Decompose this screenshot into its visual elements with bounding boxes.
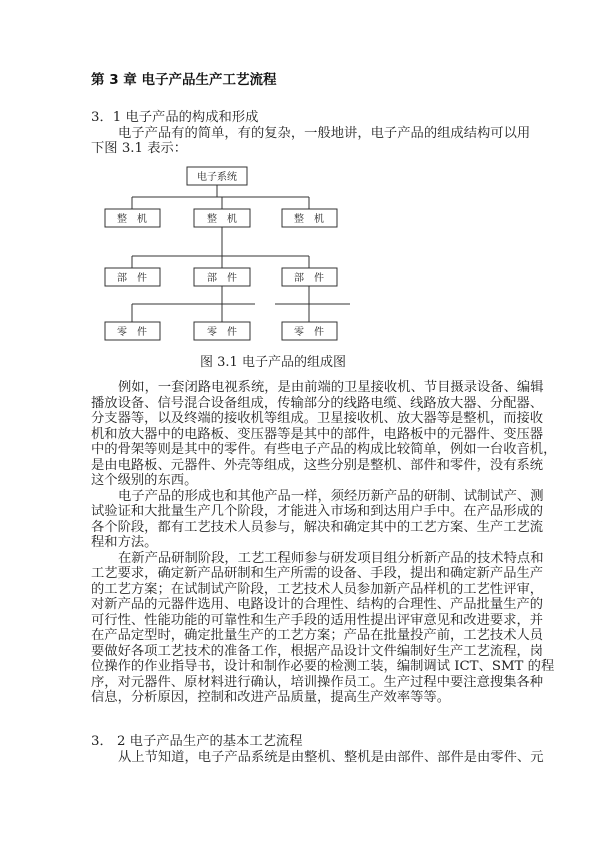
text-line: 各个阶段，都有工艺技术人员参与，解决和确定其中的工艺方案、生产工艺流 bbox=[91, 519, 544, 535]
text-line: 对新产品的元器件选用、电路设计的合理性、结构的合理性、产品批量生产的 bbox=[91, 597, 544, 612]
text-line: 的工艺方案；在试制试产阶段，工艺技术人员参加新产品样机的工艺性评审， bbox=[91, 581, 544, 597]
text-line: 机和放大器中的电路板、变压器等是其中的部件，电路板中的元器件、变压器 bbox=[91, 426, 544, 442]
figure-caption: 图 3.1 电子产品的组成图 bbox=[200, 355, 346, 370]
text-line: 是由电路板、元器件、外壳等组成，这些分别是整机、部件和零件，没有系统 bbox=[91, 457, 544, 473]
text-line: 在新产品研制阶段，工艺工程师参与研发项目组分析新产品的技术特点和 bbox=[118, 550, 544, 566]
text-line: 电子产品有的简单，有的复杂，一般地讲，电子产品的组成结构可以用 bbox=[118, 125, 531, 141]
chapter-title: 第 3 章 电子产品生产工艺流程 bbox=[91, 72, 277, 88]
node-electronic-system: 电子系统 bbox=[197, 172, 237, 183]
node-component: 部 件 bbox=[207, 273, 237, 284]
node-part: 零 件 bbox=[207, 327, 237, 338]
text-line: 信息，分析原因，控制和改进产品质量，提高生产效率等等。 bbox=[91, 690, 451, 705]
text-line: 序，对元器件、原材料进行确认，培训操作员工。生产过程中要注意搜集各种 bbox=[91, 674, 544, 690]
composition-diagram bbox=[0, 0, 600, 345]
text-line: 这个级别的东西。 bbox=[91, 473, 198, 488]
text-line: 位操作的作业指导书，设计和制作必要的检测工装，编制调试 ICT、SMT 的程 bbox=[91, 659, 555, 674]
node-component: 部 件 bbox=[117, 273, 147, 284]
node-complete-machine: 整 机 bbox=[117, 214, 147, 225]
node-complete-machine: 整 机 bbox=[207, 214, 237, 225]
text-line: 程和方法。 bbox=[91, 535, 158, 550]
text-line: 要做好各项工艺技术的准备工作，根据产品设计文件编制好生产工艺流程，岗 bbox=[91, 643, 544, 659]
node-complete-machine: 整 机 bbox=[294, 214, 324, 225]
text-line: 中的骨架等则是其中的零件。有些电子产品的构成比较简单，例如一台收音机， bbox=[91, 442, 557, 457]
node-part: 零 件 bbox=[294, 327, 324, 338]
text-line: 电子产品的形成也和其他产品一样，须经历新产品的研制、试制试产、测 bbox=[118, 488, 544, 504]
text-line: 在产品定型时，确定批量生产的工艺方案；产品在批量投产前，工艺技术人员 bbox=[91, 628, 544, 643]
text-line: 工艺要求，确定新产品研制和生产所需的设备、手段，提出和确定新产品生产 bbox=[91, 566, 544, 581]
text-line: 分支器等，以及终端的接收机等组成。卫星接收机、放大器等是整机，而接收 bbox=[91, 411, 544, 426]
text-line: 例如，一套闭路电视系统，是由前端的卫星接收机、节目摄录设备、编辑 bbox=[118, 380, 544, 395]
text-line: 下图 3.1 表示： bbox=[91, 141, 188, 156]
text-line: 试验证和大批量生产几个阶段，才能进入市场和到达用户手中。在产品形成的 bbox=[91, 504, 544, 519]
text-line: 从上节知道，电子产品系统是由整机、整机是由部件、部件是由零件、元 bbox=[118, 749, 544, 765]
section-heading: 3． 2 电子产品生产的基本工艺流程 bbox=[91, 734, 303, 749]
node-part: 零 件 bbox=[117, 327, 147, 338]
section-heading: 3．1 电子产品的构成和形成 bbox=[91, 110, 259, 125]
section-3-2 bbox=[91, 734, 544, 765]
text-line: 播放设备、信号混合设备组成，传输部分的线路电缆、线路放大器、分配器、 bbox=[91, 395, 544, 411]
node-component: 部 件 bbox=[294, 273, 324, 284]
text-line: 可行性、性能功能的可靠性和生产手段的适用性提出评审意见和改进要求，并 bbox=[91, 612, 544, 628]
body-paragraphs bbox=[91, 380, 557, 706]
